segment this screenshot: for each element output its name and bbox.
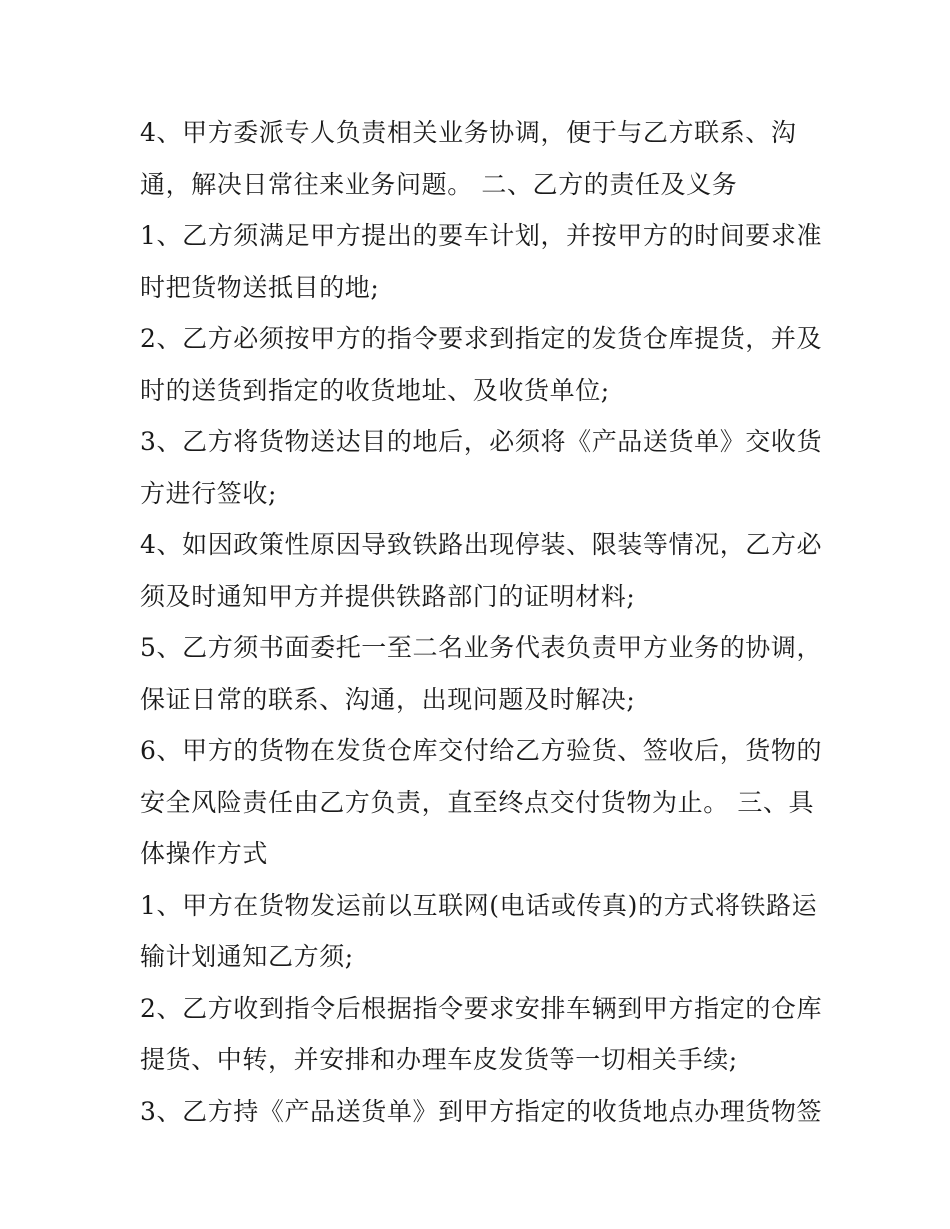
text-line: 安全风险责任由乙方负责，直至终点交付货物为止。 三、具 <box>140 787 815 817</box>
text-line: 4、甲方委派专人负责相关业务协调，便于与乙方联系、沟 <box>140 118 797 147</box>
text-line: 4、如因政策性原因导致铁路出现停装、限装等情况，乙方必 <box>140 530 823 559</box>
text-line: 5、乙方须书面委托一至二名业务代表负责甲方业务的协调， <box>140 633 823 662</box>
text-line: 体操作方式 <box>140 839 269 868</box>
text-line: 输计划通知乙方须; <box>140 942 354 971</box>
text-line: 2、乙方必须按甲方的指令要求到指定的发货仓库提货，并及 <box>140 324 823 353</box>
text-line: 时把货物送抵目的地; <box>140 272 380 302</box>
text-line: 提货、中转，并安排和办理车皮发货等一切相关手续; <box>140 1045 738 1074</box>
text-line: 3、乙方将货物送达目的地后，必须将《产品送货单》交收货 <box>140 427 823 456</box>
text-line: 1、甲方在货物发运前以互联网(电话或传真)的方式将铁路运 <box>140 890 818 920</box>
text-line: 2、乙方收到指令后根据指令要求安排车辆到甲方指定的仓库 <box>140 993 823 1023</box>
text-line: 通，解决日常往来业务问题。 二、乙方的责任及义务 <box>140 169 738 199</box>
text-line: 方进行签收; <box>140 478 278 508</box>
text-line: 时的送货到指定的收货地址、及收货单位; <box>140 375 610 405</box>
text-line: 1、乙方须满足甲方提出的要车计划，并按甲方的时间要求准 <box>140 221 823 250</box>
text-line: 保证日常的联系、沟通，出现问题及时解决; <box>140 684 636 714</box>
document-body <box>140 107 823 1137</box>
text-line: 须及时通知甲方并提供铁路部门的证明材料; <box>140 581 636 611</box>
text-line: 6、甲方的货物在发货仓库交付给乙方验货、签收后，货物的 <box>140 736 823 765</box>
text-line: 3、乙方持《产品送货单》到甲方指定的收货地点办理货物签 <box>140 1096 823 1126</box>
